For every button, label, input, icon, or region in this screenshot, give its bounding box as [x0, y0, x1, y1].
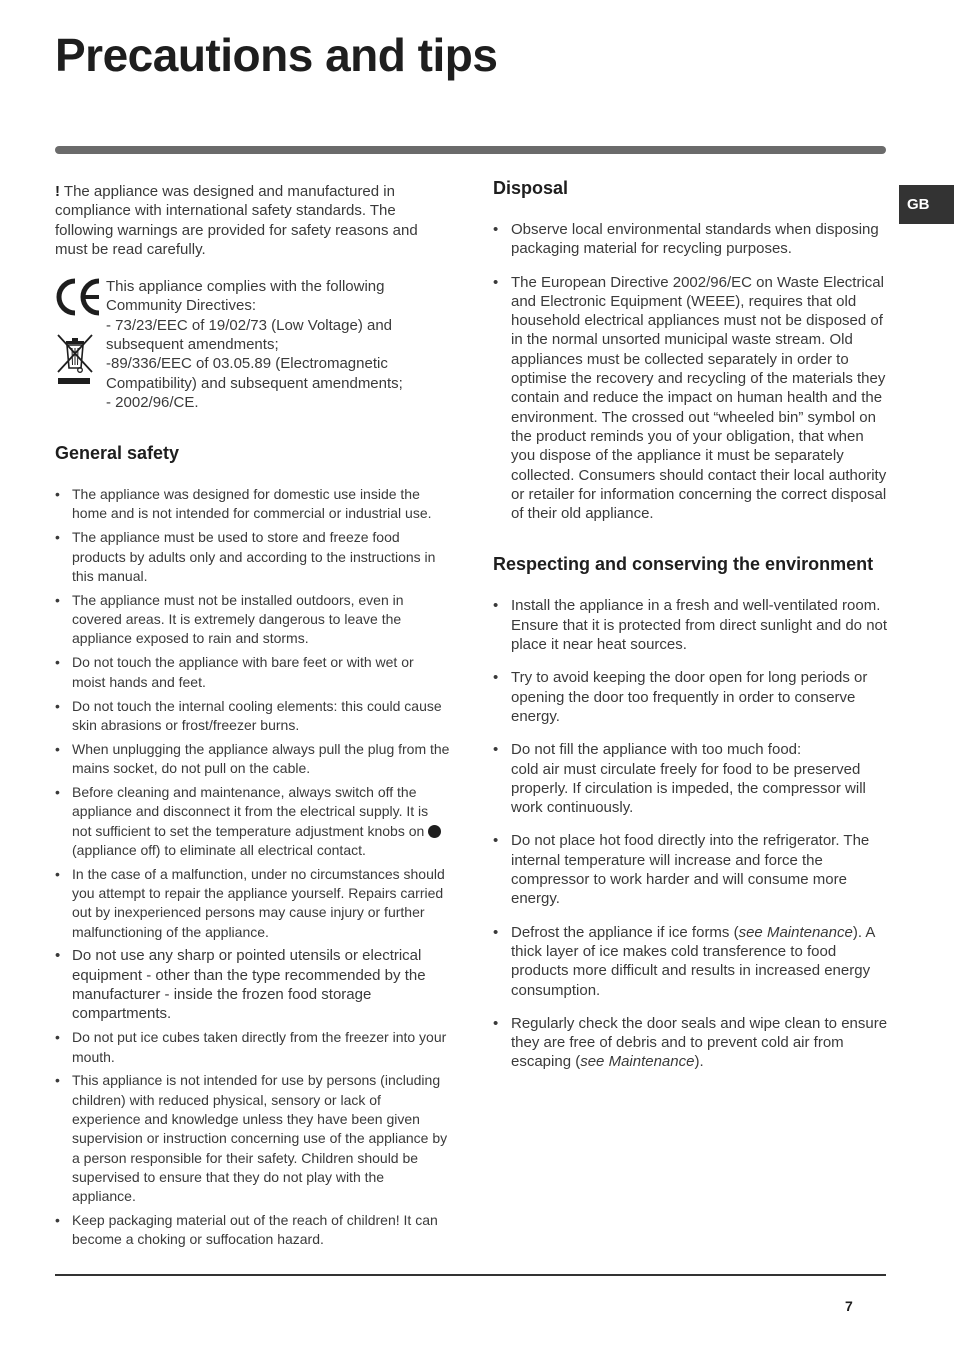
- list-item: • Do not place hot food directly into the refrigerator. The internal temperature will increase and force the compressor to work harder and will consume more energy.: [493, 831, 888, 908]
- top-divider: [55, 146, 886, 154]
- general-safety-heading: General safety: [55, 443, 180, 464]
- list-item: • The appliance must be used to store and freeze food products by adults only and according to the instructions in this manual.: [55, 528, 450, 586]
- list-item-text: Before cleaning and maintenance, always switch off the appliance and disconnect it from the electrical supply. It is not sufficient to set the temperature adjustment knobs on: [72, 783, 429, 839]
- general-safety-list: [55, 485, 450, 1250]
- list-item-text: ).: [694, 1053, 704, 1071]
- list-item: [493, 740, 888, 817]
- see-maintenance-reference: see Maintenance: [738, 923, 853, 941]
- crossed-out-wheeled-bin-icon: [55, 332, 95, 392]
- right-column: [493, 178, 888, 1086]
- list-item: • Do not put ice cubes taken directly from the freezer into your mouth.: [55, 1028, 450, 1067]
- list-item-text: Defrost the appliance if ice forms (: [511, 923, 739, 941]
- list-item: • Do not use any sharp or pointed utensils or electrical equipment - other than the type recommended by the manufacturer - inside the frozen food storage compartments.: [55, 946, 450, 1023]
- list-item: • In the case of a malfunction, under no circumstances should you attempt to repair the appliance yourself. Repairs carried out by inexperienced persons may cause injury or further malfunctioning of the appliance.: [55, 865, 450, 942]
- list-item: [493, 923, 888, 1000]
- list-item-text: (appliance off) to eliminate all electrical contact.: [72, 841, 366, 858]
- list-item: • Try to avoid keeping the door open for long periods or opening the door too frequently in order to conserve energy.: [493, 668, 888, 726]
- intro-paragraph: [55, 182, 450, 259]
- directives-text: [106, 277, 446, 412]
- left-column: [55, 182, 450, 1254]
- list-item: • Observe local environmental standards when disposing packaging material for recycling purposes.: [493, 220, 888, 259]
- list-item: • When unplugging the appliance always pull the plug from the mains socket, do not pull on the cable.: [55, 740, 450, 779]
- list-item: • The European Directive 2002/96/EC on Waste Electrical and Electronic Equipment (WEEE), requires that old household electrical appliances must not be disposed of in the normal unsorted municipal waste stream. Old appliances must be collected separately in order to optimise the recovery and recycling of the materials they contain and reduce the impact on human health and the environment. The crossed out “wheeled bin” symbol on the product reminds you of your obligation, that when you dispose of the appliance it must be separately collected. Consumers should contact their local authority or retailer for information concerning the correct disposal of their old appliance.: [493, 273, 888, 524]
- environment-list: [493, 596, 888, 1071]
- directive-icons: [55, 277, 103, 397]
- list-item: • Do not touch the appliance with bare feet or with wet or moist hands and feet.: [55, 653, 450, 692]
- bottom-divider: [55, 1274, 886, 1276]
- directive-line: -89/336/EEC of 03.05.89 (Electromagnetic Compatibility) and subsequent amendments;: [106, 355, 403, 392]
- directives-block: [55, 277, 450, 411]
- disposal-heading: Disposal: [493, 178, 569, 198]
- directive-line: - 73/23/EEC of 19/02/73 (Low Voltage) and subsequent amendments;: [106, 316, 393, 354]
- see-maintenance-reference: see Maintenance: [580, 1053, 695, 1071]
- list-item: [55, 783, 450, 860]
- language-tab: GB: [899, 185, 954, 224]
- directive-line: This appliance complies with the following Community Directives:: [106, 278, 385, 315]
- list-item: [493, 1014, 888, 1072]
- list-item: • This appliance is not intended for use by persons (including children) with reduced physical, sensory or lack of experience and knowledge unless they have been given supervision or instruction concerning use of the appliance by a person responsible for their safety. Children should be supervised to ensure that they do not play with the appliance.: [55, 1071, 450, 1206]
- page-title: Precautions and tips: [55, 29, 498, 81]
- intro-text: The appliance was designed and manufactured in compliance with international safety standards. The following warnings are provided for safety reasons and must be read carefully.: [55, 183, 418, 258]
- list-item: • Keep packaging material out of the reach of children! It can become a choking or suffocation hazard.: [55, 1211, 450, 1250]
- list-item-text: ). A thick layer of ice makes cold transference to food products more difficult and results in increased energy consumption.: [511, 923, 875, 999]
- list-item-text: cold air must circulate freely for food to be preserved properly. If circulation is impeded, the compressor will work continuously.: [511, 760, 866, 817]
- off-position-dot-icon: [428, 825, 441, 838]
- list-item-text: • Do not fill the appliance with too much food:: [511, 741, 802, 759]
- warning-mark: !: [55, 183, 60, 200]
- list-item-text: Regularly check the door seals and wipe clean to ensure they are free of debris and to prevent cold air from escaping (: [511, 1014, 888, 1071]
- environment-heading: Respecting and conserving the environment: [493, 554, 874, 575]
- page-number: 7: [845, 1298, 853, 1314]
- list-item: • Do not touch the internal cooling elements: this could cause skin abrasions or frost/freezer burns.: [55, 697, 450, 736]
- ce-mark-icon: [55, 277, 103, 317]
- disposal-list: [493, 220, 888, 523]
- list-item: • Install the appliance in a fresh and well-ventilated room. Ensure that it is protected from direct sunlight and do not place it near heat sources.: [493, 596, 888, 654]
- directive-line: - 2002/96/CE.: [106, 393, 199, 411]
- list-item: • The appliance must not be installed outdoors, even in covered areas. It is extremely dangerous to leave the appliance exposed to rain and storms.: [55, 591, 450, 649]
- list-item: • The appliance was designed for domestic use inside the home and is not intended for commercial or industrial use.: [55, 485, 450, 524]
